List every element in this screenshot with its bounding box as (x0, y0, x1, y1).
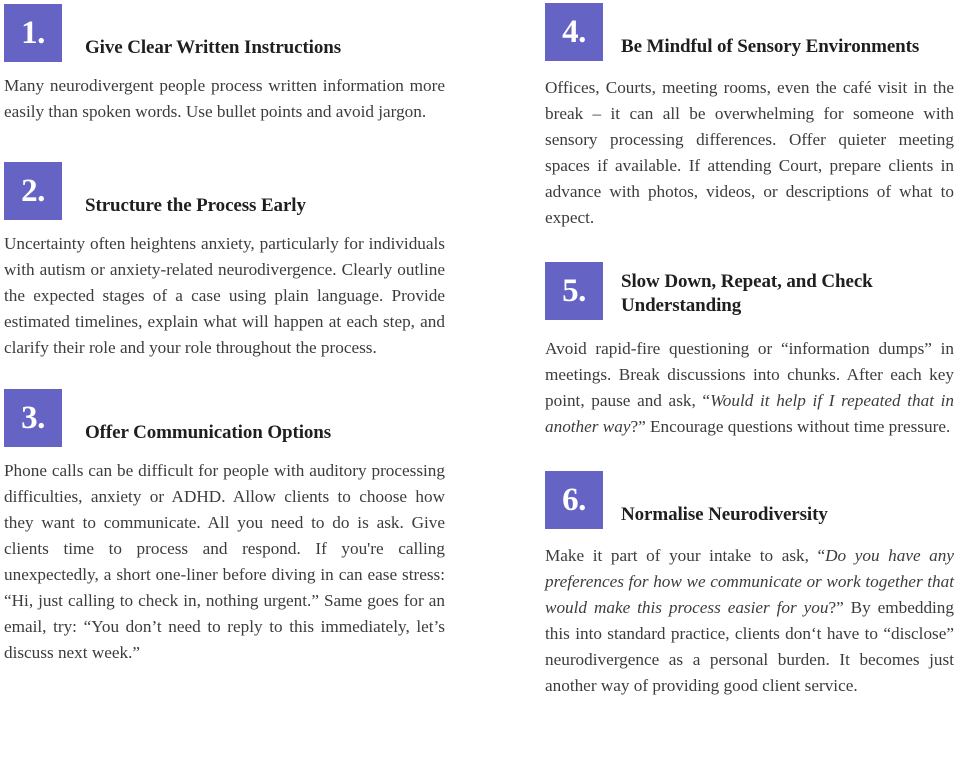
tip-body-1: Many neurodivergent people process written information more easily than spoken words. Use bullet points and avoid jargon. (4, 76, 445, 121)
right-column (485, 0, 970, 767)
number-badge-4: 4. (545, 3, 603, 61)
tip-body-4: Offices, Courts, meeting rooms, even the café visit in the break – it can all be overwhelming for someone with sensory processing differences. Offer quieter meeting spaces if available. If attending Court, prepare clients in advance with photos, videos, or descriptions of what to expect. (545, 78, 954, 227)
tip-item-6 (545, 440, 954, 699)
tip-body-3: Phone calls can be difficult for people with auditory processing difficulties, anxiety or ADHD. Allow clients to choose how they want to communicate. All you need to do is ask. Give clients time to process and respond. If you're calling unexpectedly, a short one-liner before diving in can ease stress: “Hi, just calling to check in, nothing urgent.” Same goes for an email, try: “You don’t need to reply to this immediately, let’s discuss next week.” (4, 461, 445, 662)
tip-title-1: Give Clear Written Instructions (85, 37, 342, 58)
tip-header-2 (4, 162, 445, 220)
tip-title-2: Structure the Process Early (85, 195, 306, 216)
tip-header-4 (545, 3, 954, 61)
tip-header-6 (545, 471, 954, 529)
tip-item-4 (545, 0, 954, 231)
tip-body-2: Uncertainty often heightens anxiety, particularly for individuals with autism or anxiety-related neurodivergence. Clearly outline the expected stages of a case using plain language. Provide estimated timelines, explain what will happen at each step, and clarify their role and your role throughout the process. (4, 234, 445, 357)
tip-item-3 (4, 361, 445, 666)
tip-item-5 (545, 231, 954, 440)
number-badge-3: 3. (4, 389, 62, 447)
tip-title-5: Slow Down, Repeat, and Check Understanding (621, 271, 873, 316)
tip-title-3: Offer Communication Options (85, 422, 332, 443)
number-badge-6: 6. (545, 471, 603, 529)
tip-header-5 (545, 262, 954, 320)
number-badge-1: 1. (4, 4, 62, 62)
tip-body-5: Avoid rapid-fire questioning or “information dumps” in meetings. Break discussions into chunks. After each key point, pause and ask, “Would it help if I repeated that in another way?” Encourage questions without time pressure. (545, 339, 954, 436)
number-badge-2: 2. (4, 162, 62, 220)
number-badge-5: 5. (545, 262, 603, 320)
tip-body-6: Make it part of your intake to ask, “Do you have any preferences for how we communicate or work together that would make this process easier for you?” By embedding this into standard practice, clients don‘t have to “disclose” neurodivergence as a personal burden. It becomes just another way of providing good client service. (545, 546, 954, 695)
tip-title-4: Be Mindful of Sensory Environments (621, 36, 920, 57)
tip-item-2 (4, 125, 445, 361)
tip-item-1 (4, 0, 445, 125)
tip-title-6: Normalise Neurodiversity (621, 504, 828, 525)
tip-header-1 (4, 4, 445, 62)
tip-header-3 (4, 389, 445, 447)
